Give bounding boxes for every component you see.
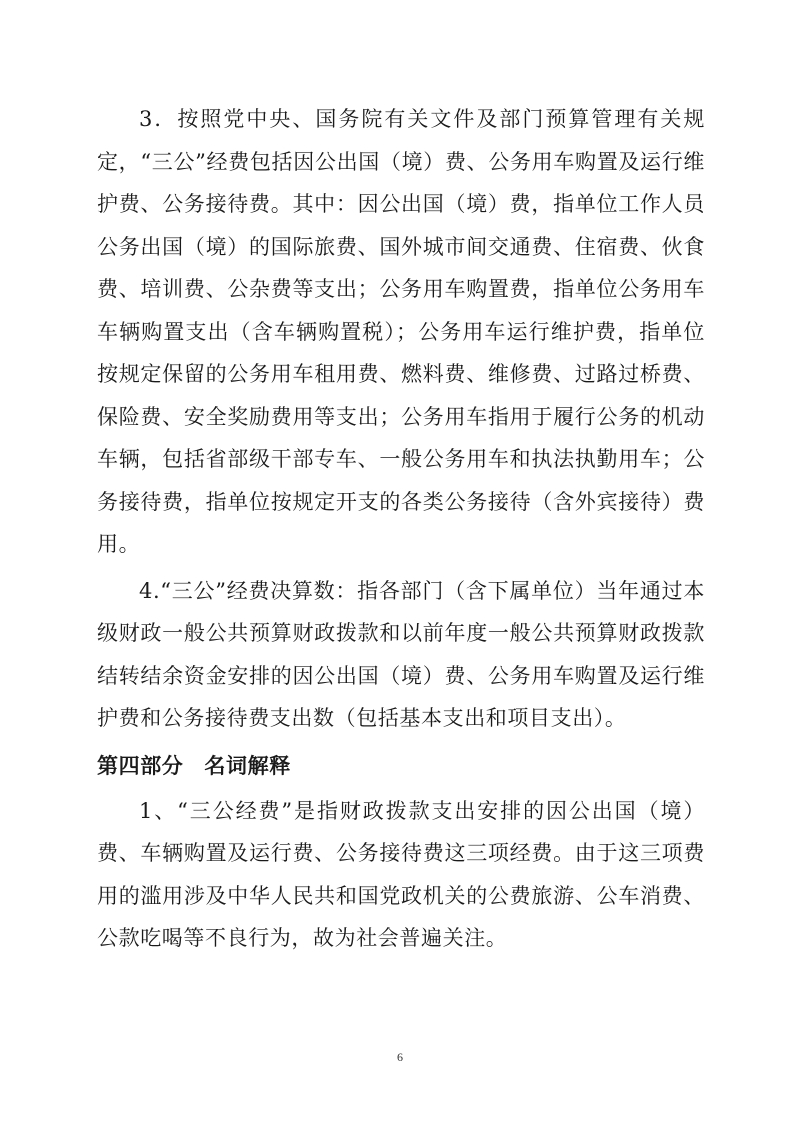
section-title: 名词解释	[204, 752, 291, 778]
page-number: 6	[397, 1050, 403, 1064]
paragraph-item-4: 4.“三公”经费决算数：指各部门（含下属单位）当年通过本级财政一般公共预算财政拨款和以前年度一般公共预算财政拨款结转结余资金安排的因公出国（境）费、公务用车购置及运行维护费和公务接待费支出数（包括基本支出和项目支出）。	[97, 578, 705, 730]
paragraph-item-3: 3．按照党中央、国务院有关文件及部门预算管理有关规定，“三公”经费包括因公出国（境）费、公务用车购置及运行维护费、公务接待费。其中：因公出国（境）费，指单位工作人员公务出国（境）的国际旅费、国外城市间交通费、住宿费、伙食费、培训费、公杂费等支出；公务用车购置费，指单位公务用车车辆购置支出（含车辆购置税）；公务用车运行维护费，指单位按规定保留的公务用车租用费、燃料费、维修费、过路过桥费、保险费、安全奖励费用等支出；公务用车指用于履行公务的机动车辆，包括省部级干部专车、一般公务用车和执法执勤用车；公务接待费，指单位按规定开支的各类公务接待（含外宾接待）费用。	[97, 107, 705, 556]
section-part-label: 第四部分	[97, 752, 184, 778]
section-heading	[97, 746, 705, 786]
definition-1: 1、“三公经费”是指财政拨款支出安排的因公出国（境）费、车辆购置及运行费、公务接待费这三项经费。由于这三项费用的滥用涉及中华人民共和国党政机关的公费旅游、公车消费、公款吃喝等不良行为，故为社会普遍关注。	[97, 798, 705, 950]
page-content	[97, 98, 705, 960]
